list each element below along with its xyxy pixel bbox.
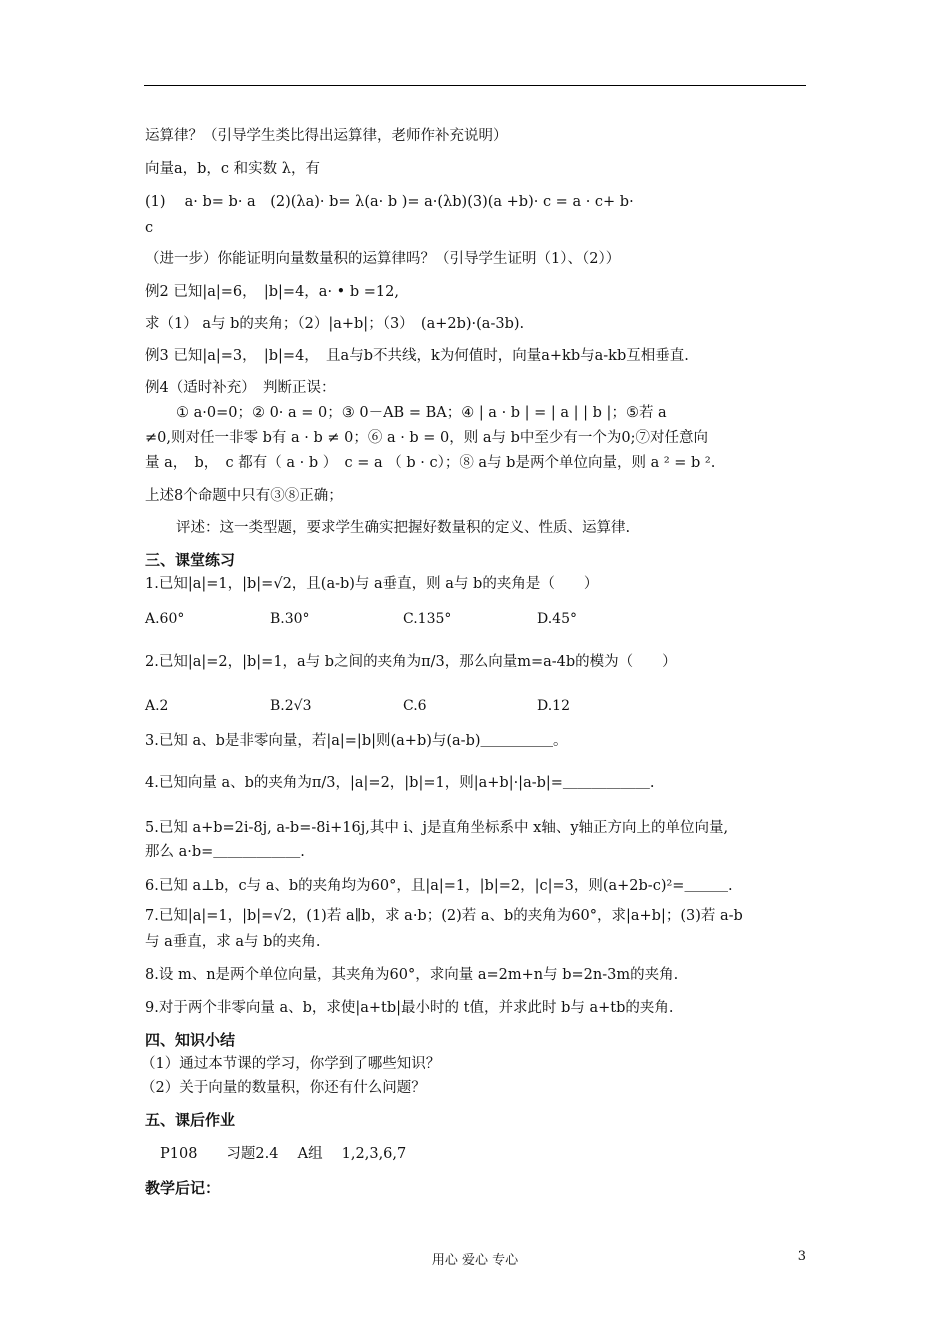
q1-option-a: A.60°	[145, 611, 185, 627]
question-4: 4.已知向量 a、b的夹角为π/3，|a|=2，|b|=1，则|a+b|·|a-b|=＿＿＿＿＿＿.	[145, 775, 655, 791]
question-7: 7.已知|a|=1，|b|=√2，(1)若 a∥b，求 a·b；(2)若 a、b的夹角为60°，求|a+b|；(3)若 a-b	[145, 908, 743, 924]
line-laws-cont: c	[145, 220, 154, 236]
example-4-items-1: ① a·0=0；② 0· a = 0；③ 0－AB = BA；④ | a · b | = | a | | b |；⑤若 a	[176, 405, 667, 421]
q2-option-c: C.6	[403, 698, 427, 714]
homework-assignment: P108 习题2.4 A组 1,2,3,6,7	[160, 1146, 407, 1162]
line-further: （进一步）你能证明向量数量积的运算律吗？（引导学生证明（1）、（2））	[145, 251, 621, 267]
question-3: 3.已知 a、b是非零向量，若|a|=|b|则(a+b)与(a-b)＿＿＿＿＿。	[145, 733, 568, 749]
question-1: 1.已知|a|=1，|b|=√2，且(a-b)与 a垂直，则 a与 b的夹角是（ ）	[145, 576, 599, 592]
q2-option-d: D.12	[537, 698, 570, 714]
page-number: 3	[797, 1249, 806, 1264]
summary-1: （1）通过本节课的学习，你学到了哪些知识？	[141, 1056, 441, 1072]
line-laws: (1) a· b= b· a (2)(λa)· b= λ(a· b )= a·(λb)(3)(a +b)· c = a · c+ b·	[145, 194, 634, 210]
q1-option-c: C.135°	[403, 611, 452, 627]
q2-option-a: A.2	[145, 698, 169, 714]
line-operation-law: 运算律？（引导学生类比得出运算律，老师作补充说明）	[145, 128, 508, 144]
question-2: 2.已知|a|=2，|b|=1，a与 b之间的夹角为π/3，那么向量m=a-4b的模为（ ）	[145, 654, 677, 670]
header-rule	[144, 85, 806, 86]
section-summary: 四、知识小结	[145, 1031, 236, 1049]
question-7-cont: 与 a垂直，求 a与 b的夹角.	[145, 934, 321, 950]
section-classroom-practice: 三、课堂练习	[145, 551, 236, 569]
footer-motto: 用心 爱心 专心	[431, 1253, 519, 1268]
question-9: 9.对于两个非零向量 a、b，求使|a+tb|最小时的 t值，并求此时 b与 a+tb的夹角.	[145, 1000, 674, 1016]
example-4-title: 例4（适时补充） 判断正误：	[145, 380, 336, 396]
example-4-conclusion: 上述8个命题中只有③⑧正确；	[145, 488, 343, 504]
question-5-cont: 那么 a·b=＿＿＿＿＿＿.	[145, 844, 305, 860]
example-4-items-3: 量 a， b， c 都有（ a · b ） c = a （ b · c）；⑧ a与 b是两个单位向量，则 a ² = b ².	[145, 455, 716, 471]
line-vectors-real: 向量a，b，c 和实数 λ，有	[145, 161, 320, 177]
example-4-items-2: ≠0,则对任一非零 b有 a · b ≠ 0；⑥ a · b = 0，则 a与 b中至少有一个为0;⑦对任意向	[145, 430, 709, 446]
example-2: 例2 已知|a|=6， |b|=4，a· • b =12,	[145, 284, 399, 300]
q2-option-b: B.2√3	[270, 698, 312, 714]
summary-2: （2）关于向量的数量积，你还有什么问题？	[141, 1080, 426, 1096]
example-2-questions: 求（1） a与 b的夹角；（2）|a+b|；（3） (a+2b)·(a-3b).	[145, 316, 525, 332]
section-homework: 五、课后作业	[145, 1111, 236, 1129]
question-8: 8.设 m、n是两个单位向量，其夹角为60°，求向量 a=2m+n与 b=2n-3m的夹角.	[145, 967, 679, 983]
review-comment: 评述：这一类型题，要求学生确实把握好数量积的定义、性质、运算律.	[176, 520, 631, 536]
example-3: 例3 已知|a|=3， |b|=4， 且a与b不共线，k为何值时，向量a+kb与a-kb互相垂直.	[145, 348, 689, 364]
question-5: 5.已知 a+b=2i-8j, a-b=-8i+16j,其中 i、j是直角坐标系中 x轴、y轴正方向上的单位向量,	[145, 820, 729, 836]
teaching-notes-label: 教学后记：	[145, 1179, 221, 1197]
q1-option-b: B.30°	[270, 611, 310, 627]
question-6: 6.已知 a⊥b，c与 a、b的夹角均为60°，且|a|=1，|b|=2，|c|=3，则(a+2b-c)²=＿＿＿.	[145, 878, 733, 894]
q1-option-d: D.45°	[537, 611, 577, 627]
